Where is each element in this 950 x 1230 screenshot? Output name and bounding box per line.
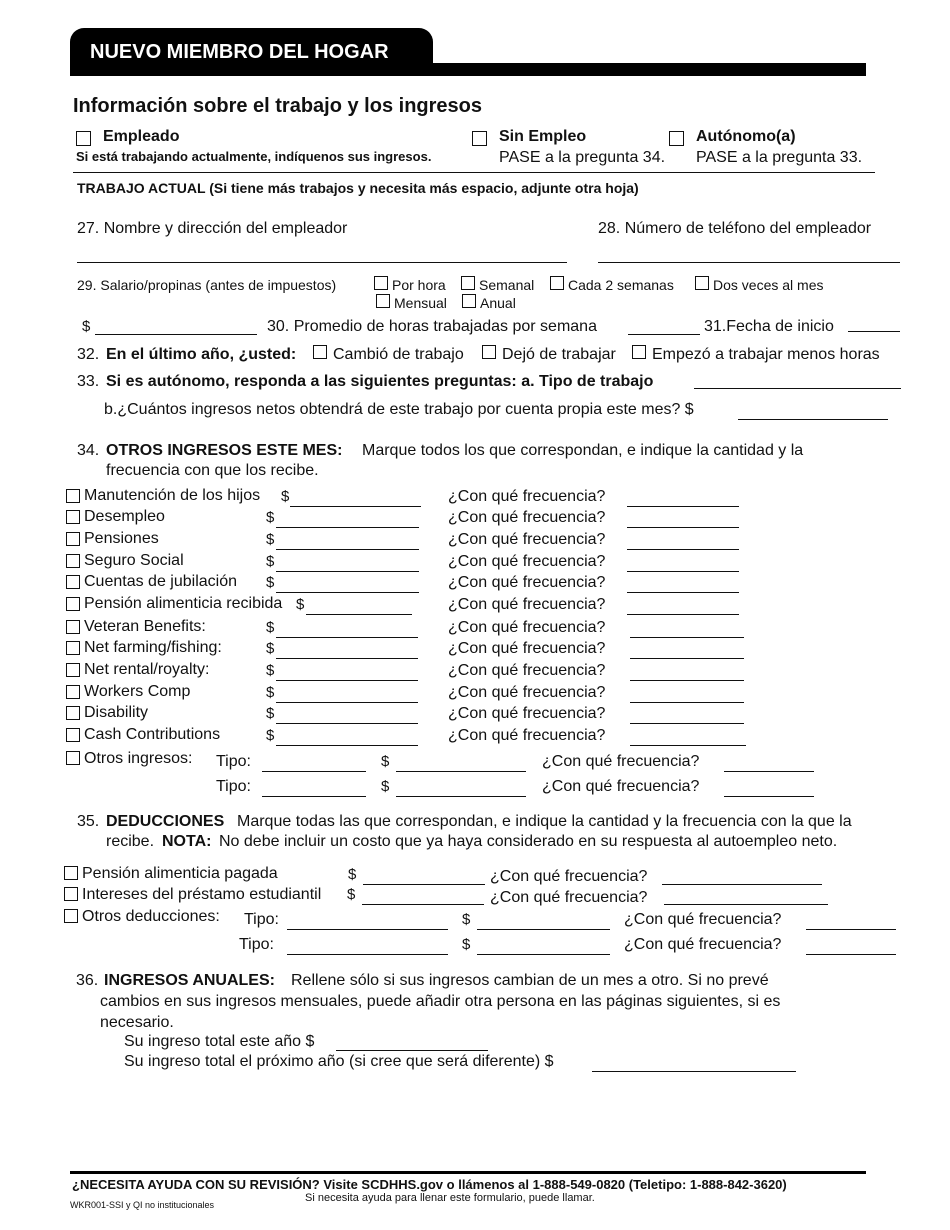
other-income-type-label: Tipo: bbox=[216, 753, 251, 770]
deduction-alimony-amount[interactable] bbox=[363, 884, 485, 885]
footer-help-sub: Si necesita ayuda para llenar este formulario, puede llamar. bbox=[305, 1192, 595, 1204]
employed-label: Empleado bbox=[103, 128, 180, 145]
footer-rule bbox=[70, 1171, 866, 1174]
salary-dollar: $ bbox=[82, 318, 91, 335]
q32-changed-job-checkbox[interactable] bbox=[313, 345, 327, 359]
q30-label: 30. Promedio de horas trabajadas por semana bbox=[267, 318, 597, 335]
income-type-checkbox[interactable] bbox=[66, 641, 80, 655]
q29-option-weekly-checkbox[interactable] bbox=[461, 276, 475, 290]
q32-stopped-working-checkbox[interactable] bbox=[482, 345, 496, 359]
other-deduction-frequency-input[interactable] bbox=[806, 929, 896, 930]
income-frequency-label: ¿Con qué frecuencia? bbox=[448, 531, 606, 548]
income-type-label: Pensiones bbox=[84, 530, 159, 547]
other-income-dollar-sign: $ bbox=[381, 753, 390, 770]
income-type-label: Pensión alimenticia recibida bbox=[84, 595, 283, 612]
income-dollar-sign: $ bbox=[266, 662, 275, 679]
self-employed-checkbox[interactable] bbox=[669, 131, 684, 146]
income-frequency-label: ¿Con qué frecuencia? bbox=[448, 640, 606, 657]
income-frequency-input[interactable] bbox=[630, 637, 744, 638]
income-dollar-sign: $ bbox=[266, 553, 275, 570]
income-frequency-input[interactable] bbox=[627, 571, 739, 572]
income-type-label: Desempleo bbox=[84, 508, 165, 525]
q33a-input[interactable] bbox=[694, 388, 901, 389]
q34-text-1: Marque todos los que correspondan, e indique la cantidad y la bbox=[362, 442, 804, 459]
income-type-checkbox[interactable] bbox=[66, 685, 80, 699]
deduction-student-loan-dollar: $ bbox=[347, 886, 356, 903]
income-dollar-sign: $ bbox=[266, 727, 275, 744]
other-deduction-dollar-sign: $ bbox=[462, 936, 471, 953]
income-dollar-sign: $ bbox=[266, 705, 275, 722]
unemployed-checkbox[interactable] bbox=[472, 131, 487, 146]
income-dollar-sign: $ bbox=[266, 684, 275, 701]
q27-input[interactable] bbox=[77, 262, 567, 263]
q36-title: INGRESOS ANUALES: bbox=[104, 972, 275, 989]
q29-option-biweekly: Cada 2 semanas bbox=[568, 277, 674, 293]
employed-note: Si está trabajando actualmente, indíquenos sus ingresos. bbox=[76, 149, 432, 164]
income-amount-input[interactable] bbox=[276, 723, 418, 724]
income-amount-input[interactable] bbox=[276, 680, 418, 681]
current-job-heading: TRABAJO ACTUAL (Si tiene más trabajos y necesita más espacio, adjunte otra hoja) bbox=[77, 180, 639, 196]
q35-text-2a: recibe. bbox=[106, 833, 155, 850]
annual-income-this-year-label: Su ingreso total este año $ bbox=[124, 1033, 315, 1050]
income-frequency-label: ¿Con qué frecuencia? bbox=[448, 705, 606, 722]
salary-input[interactable] bbox=[95, 334, 257, 335]
other-income-frequency-label: ¿Con qué frecuencia? bbox=[542, 778, 700, 795]
deduction-alimony-frequency-label: ¿Con qué frecuencia? bbox=[490, 868, 648, 885]
income-frequency-input[interactable] bbox=[627, 549, 739, 550]
income-frequency-label: ¿Con qué frecuencia? bbox=[448, 574, 606, 591]
other-income-amount-input[interactable] bbox=[396, 796, 526, 797]
other-income-label: Otros ingresos: bbox=[84, 750, 193, 767]
deduction-student-loan-frequency[interactable] bbox=[664, 904, 828, 905]
q29-option-monthly: Mensual bbox=[394, 295, 447, 311]
q35-title: DEDUCCIONES bbox=[106, 813, 225, 830]
q32-number: 32. bbox=[77, 346, 100, 363]
income-frequency-input[interactable] bbox=[630, 745, 746, 746]
q29-option-hourly-checkbox[interactable] bbox=[374, 276, 388, 290]
income-type-checkbox[interactable] bbox=[66, 575, 80, 589]
income-frequency-input[interactable] bbox=[627, 506, 739, 507]
income-type-label: Disability bbox=[84, 704, 149, 721]
q32-label: En el último año, ¿usted: bbox=[106, 346, 297, 363]
q35-text-2b: No debe incluir un costo que ya haya considerado en su respuesta al autoempleo neto. bbox=[219, 833, 838, 850]
banner-title: NUEVO MIEMBRO DEL HOGAR bbox=[90, 41, 389, 63]
other-deduction-frequency-input[interactable] bbox=[806, 954, 896, 955]
header-rule bbox=[70, 63, 866, 76]
income-type-checkbox[interactable] bbox=[66, 728, 80, 742]
income-type-checkbox[interactable] bbox=[66, 510, 80, 524]
q29-option-yearly-checkbox[interactable] bbox=[462, 294, 476, 308]
income-amount-input[interactable] bbox=[290, 506, 421, 507]
income-type-checkbox[interactable] bbox=[66, 489, 80, 503]
other-deduction-amount-input[interactable] bbox=[477, 929, 610, 930]
q29-option-monthly-checkbox[interactable] bbox=[376, 294, 390, 308]
other-deduction-type-label: Tipo: bbox=[244, 911, 279, 928]
other-deduction-type-input[interactable] bbox=[287, 954, 448, 955]
income-frequency-input[interactable] bbox=[630, 723, 744, 724]
q34-title: OTROS INGRESOS ESTE MES: bbox=[106, 442, 343, 459]
income-frequency-label: ¿Con qué frecuencia? bbox=[448, 596, 606, 613]
income-frequency-input[interactable] bbox=[627, 527, 739, 528]
other-income-dollar-sign: $ bbox=[381, 778, 390, 795]
deduction-alimony-dollar: $ bbox=[348, 866, 357, 883]
income-dollar-sign: $ bbox=[266, 531, 275, 548]
income-amount-input[interactable] bbox=[276, 527, 419, 528]
income-frequency-input[interactable] bbox=[627, 592, 739, 593]
self-employed-note: PASE a la pregunta 33. bbox=[696, 149, 863, 166]
other-income-frequency-input[interactable] bbox=[724, 771, 814, 772]
unemployed-label: Sin Empleo bbox=[499, 128, 587, 145]
income-type-label: Seguro Social bbox=[84, 552, 184, 569]
income-amount-input[interactable] bbox=[276, 637, 418, 638]
income-type-checkbox[interactable] bbox=[66, 532, 80, 546]
income-amount-input[interactable] bbox=[276, 571, 419, 572]
employed-checkbox[interactable] bbox=[76, 131, 91, 146]
q36-text-3: necesario. bbox=[100, 1014, 174, 1031]
other-deductions-label: Otros deducciones: bbox=[82, 908, 220, 925]
deduction-alimony-frequency[interactable] bbox=[662, 884, 822, 885]
income-amount-input[interactable] bbox=[306, 614, 412, 615]
q28-input[interactable] bbox=[598, 262, 900, 263]
unemployed-note: PASE a la pregunta 34. bbox=[499, 149, 666, 166]
income-amount-input[interactable] bbox=[276, 745, 418, 746]
income-type-label: Workers Comp bbox=[84, 683, 191, 700]
income-type-label: Veteran Benefits: bbox=[84, 618, 206, 635]
other-income-type-label: Tipo: bbox=[216, 778, 251, 795]
q35-note-label: NOTA: bbox=[162, 833, 212, 850]
income-frequency-input[interactable] bbox=[627, 614, 739, 615]
income-type-checkbox[interactable] bbox=[66, 597, 80, 611]
annual-income-this-year-input[interactable] bbox=[336, 1050, 488, 1051]
income-type-checkbox[interactable] bbox=[66, 620, 80, 634]
q32-fewer-hours-checkbox[interactable] bbox=[632, 345, 646, 359]
income-dollar-sign: $ bbox=[266, 574, 275, 591]
income-amount-input[interactable] bbox=[276, 592, 419, 593]
q28-label: 28. Número de teléfono del empleador bbox=[598, 220, 872, 237]
q35-text-1: Marque todas las que correspondan, e indique la cantidad y la frecuencia con la que la bbox=[237, 813, 852, 830]
income-type-checkbox[interactable] bbox=[66, 663, 80, 677]
q30-input[interactable] bbox=[628, 334, 700, 335]
income-type-label: Cuentas de jubilación bbox=[84, 573, 237, 590]
income-type-label: Net farming/fishing: bbox=[84, 639, 222, 656]
q34-number: 34. bbox=[77, 442, 100, 459]
q29-option-twice-monthly: Dos veces al mes bbox=[713, 277, 824, 293]
income-dollar-sign: $ bbox=[281, 488, 290, 505]
deduction-student-loan-amount[interactable] bbox=[362, 904, 484, 905]
deduction-student-loan-frequency-label: ¿Con qué frecuencia? bbox=[490, 889, 648, 906]
other-deduction-type-input[interactable] bbox=[287, 929, 448, 930]
income-frequency-label: ¿Con qué frecuencia? bbox=[448, 488, 606, 505]
income-type-label: Cash Contributions bbox=[84, 726, 221, 743]
income-frequency-input[interactable] bbox=[630, 702, 744, 703]
deduction-student-loan-checkbox[interactable] bbox=[64, 887, 78, 901]
self-employed-label: Autónomo(a) bbox=[696, 128, 796, 145]
income-frequency-label: ¿Con qué frecuencia? bbox=[448, 684, 606, 701]
status-divider bbox=[73, 172, 875, 173]
q29-option-biweekly-checkbox[interactable] bbox=[550, 276, 564, 290]
income-type-checkbox[interactable] bbox=[66, 554, 80, 568]
income-dollar-sign: $ bbox=[266, 509, 275, 526]
q32-changed-job: Cambió de trabajo bbox=[333, 346, 464, 363]
q32-fewer-hours: Empezó a trabajar menos horas bbox=[652, 346, 880, 363]
other-income-frequency-label: ¿Con qué frecuencia? bbox=[542, 753, 700, 770]
q29-option-twice-monthly-checkbox[interactable] bbox=[695, 276, 709, 290]
q35-number: 35. bbox=[77, 813, 100, 830]
income-frequency-input[interactable] bbox=[630, 680, 744, 681]
income-frequency-label: ¿Con qué frecuencia? bbox=[448, 509, 606, 526]
income-frequency-input[interactable] bbox=[630, 658, 744, 659]
other-deduction-amount-input[interactable] bbox=[477, 954, 610, 955]
q29-option-weekly: Semanal bbox=[479, 277, 535, 293]
q34-text-2: frecuencia con que los recibe. bbox=[106, 462, 319, 479]
income-amount-input[interactable] bbox=[276, 702, 418, 703]
footer-help-line: ¿NECESITA AYUDA CON SU REVISIÓN? Visite SCDHHS.gov o llámenos al 1-888-549-0820 (Teletipo: 1-888-842-3620) bbox=[72, 1177, 787, 1192]
income-dollar-sign: $ bbox=[266, 640, 275, 657]
other-deduction-frequency-label: ¿Con qué frecuencia? bbox=[624, 936, 782, 953]
q32-stopped-working: Dejó de trabajar bbox=[502, 346, 616, 363]
annual-income-next-year-label: Su ingreso total el próximo año (si cree que será diferente) $ bbox=[124, 1053, 554, 1070]
q36-text-1: Rellene sólo si sus ingresos cambian de un mes a otro. Si no prevé bbox=[291, 972, 769, 989]
other-income-frequency-input[interactable] bbox=[724, 796, 814, 797]
q36-text-2: cambios en sus ingresos mensuales, puede añadir otra persona en las páginas siguientes, si es bbox=[100, 993, 781, 1010]
other-deduction-type-label: Tipo: bbox=[239, 936, 274, 953]
other-deductions-checkbox[interactable] bbox=[64, 909, 78, 923]
q33a-label: Si es autónomo, responda a las siguientes preguntas: a. Tipo de trabajo bbox=[106, 373, 654, 390]
other-income-type-input[interactable] bbox=[262, 771, 366, 772]
other-income-checkbox[interactable] bbox=[66, 751, 80, 765]
income-type-checkbox[interactable] bbox=[66, 706, 80, 720]
income-frequency-label: ¿Con qué frecuencia? bbox=[448, 553, 606, 570]
q29-option-hourly: Por hora bbox=[392, 277, 446, 293]
other-deduction-dollar-sign: $ bbox=[462, 911, 471, 928]
q31-label: 31.Fecha de inicio bbox=[704, 318, 834, 335]
section-title: Información sobre el trabajo y los ingresos bbox=[73, 95, 482, 117]
income-type-label: Net rental/royalty: bbox=[84, 661, 210, 678]
q33b-input[interactable] bbox=[738, 419, 888, 420]
deduction-student-loan-label: Intereses del préstamo estudiantil bbox=[82, 886, 322, 903]
annual-income-next-year-input[interactable] bbox=[592, 1071, 796, 1072]
income-frequency-label: ¿Con qué frecuencia? bbox=[448, 619, 606, 636]
income-frequency-label: ¿Con qué frecuencia? bbox=[448, 662, 606, 679]
income-dollar-sign: $ bbox=[296, 596, 305, 613]
q27-label: 27. Nombre y dirección del empleador bbox=[77, 220, 348, 237]
other-income-type-input[interactable] bbox=[262, 796, 366, 797]
q36-number: 36. bbox=[76, 972, 99, 989]
income-amount-input[interactable] bbox=[276, 549, 419, 550]
other-deduction-frequency-label: ¿Con qué frecuencia? bbox=[624, 911, 782, 928]
income-type-label: Manutención de los hijos bbox=[84, 487, 261, 504]
q29-option-yearly: Anual bbox=[480, 295, 516, 311]
deduction-alimony-label: Pensión alimenticia pagada bbox=[82, 865, 278, 882]
deduction-alimony-checkbox[interactable] bbox=[64, 866, 78, 880]
income-amount-input[interactable] bbox=[276, 658, 418, 659]
footer-form-id: WKR001-SSI y QI no institucionales bbox=[70, 1200, 215, 1210]
q33-number: 33. bbox=[77, 373, 100, 390]
q31-input[interactable] bbox=[848, 331, 900, 332]
income-frequency-label: ¿Con qué frecuencia? bbox=[448, 727, 606, 744]
q29-label: 29. Salario/propinas (antes de impuestos) bbox=[77, 277, 337, 293]
other-income-amount-input[interactable] bbox=[396, 771, 526, 772]
income-dollar-sign: $ bbox=[266, 619, 275, 636]
q33b-label: b.¿Cuántos ingresos netos obtendrá de este trabajo por cuenta propia este mes? $ bbox=[104, 401, 694, 418]
